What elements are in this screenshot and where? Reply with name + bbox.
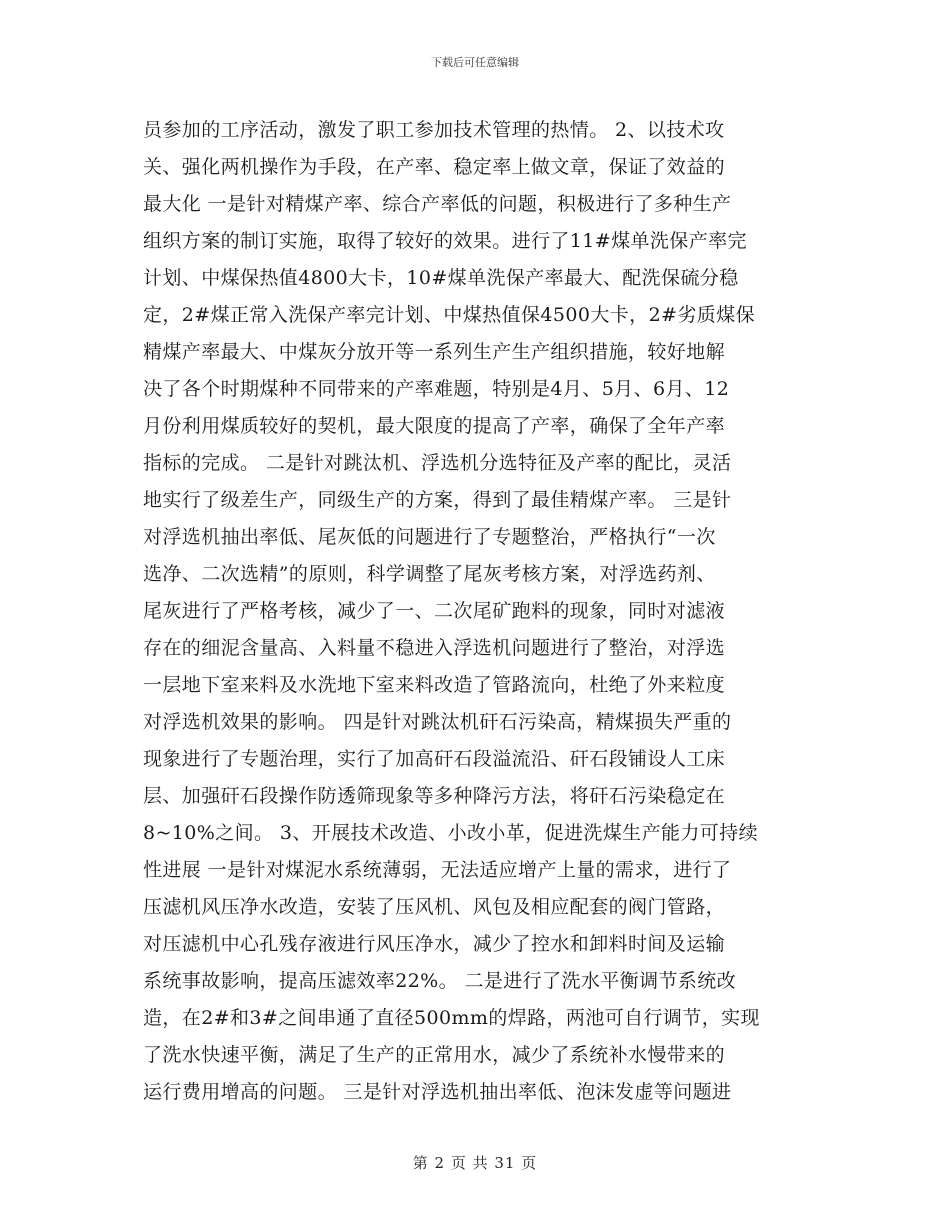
text-line: 定，2#煤正常入洗保产率完计划、中煤热值保4500大卡，2#劣质煤保 [143,304,755,326]
text-line: 精煤产率最大、中煤灰分放开等一系列生产生产组织措施，较好地解 [143,341,726,363]
text-line: 了洗水快速平衡，满足了生产的正常用水，减少了系统补水慢带来的 [143,1044,726,1066]
text-line: 组织方案的制订实施，取得了较好的效果。进行了11#煤单洗保产率完 [143,230,747,252]
text-line: 层、加强矸石段操作防透筛现象等多种降污方法，将矸石污染稳定在 [143,785,726,807]
text-line: 运行费用增高的问题。 三是针对浮选机抽出率低、泡沫发虚等问题进 [143,1081,732,1103]
text-line: 系统事故影响，提高压滤效率22%。 二是进行了洗水平衡调节系统改 [143,970,737,992]
page-number: 第 2 页 共 31 页 [412,1154,538,1172]
text-line: 最大化 一是针对精煤产率、综合产率低的问题，积极进行了多种生产 [143,193,732,215]
text-line: 计划、中煤保热值4800大卡，10#煤单洗保产率最大、配洗保硫分稳 [143,267,739,289]
text-line: 对浮选机效果的影响。 四是针对跳汰机矸石污染高，精煤损失严重的 [143,711,732,733]
text-line: 尾灰进行了严格考核，减少了一、二次尾矿跑料的现象，同时对滤液 [143,600,726,622]
text-line: 现象进行了专题治理，实行了加高矸石段溢流沿、矸石段铺设人工床 [143,748,726,770]
text-line: 员参加的工序活动，激发了职工参加技术管理的热情。 2、以技术攻 [143,119,725,141]
text-line: 压滤机风压净水改造，安装了压风机、风包及相应配套的阀门管路， [143,896,726,918]
document-body [143,112,808,1111]
text-line: 造，在2#和3#之间串通了直径500mm的焊路，两池可自行调节，实现 [143,1007,760,1029]
text-line: 关、强化两机操作为手段，在产率、稳定率上做文章，保证了效益的 [143,156,726,178]
text-line: 一层地下室来料及水洗地下室来料改造了管路流向，杜绝了外来粒度 [143,674,726,696]
text-line: 存在的细泥含量高、入料量不稳进入浮选机问题进行了整治，对浮选 [143,637,726,659]
text-line: 对浮选机抽出率低、尾灰低的问题进行了专题整治，严格执行“一次 [143,526,716,548]
text-line: 8~10%之间。 3、开展技术改造、小改小革，促进洗煤生产能力可持续 [143,822,758,844]
text-line: 性进展 一是针对煤泥水系统薄弱，无法适应增产上量的需求，进行了 [143,859,732,881]
text-line: 决了各个时期煤种不同带来的产率难题，特别是4月、5月、6月、12 [143,378,730,400]
text-line: 选净、二次选精”的原则，科学调整了尾灰考核方案，对浮选药剂、 [143,563,716,585]
text-line: 地实行了级差生产，同级生产的方案，得到了最佳精煤产率。 三是针 [143,489,732,511]
text-line: 对压滤机中心孔残存液进行风压净水，减少了控水和卸料时间及运输 [143,933,726,955]
text-line: 月份利用煤质较好的契机，最大限度的提高了产率，确保了全年产率 [143,415,726,437]
page-header: 下载后可任意编辑 [431,56,519,69]
text-line: 指标的完成。 二是针对跳汰机、浮选机分选特征及产率的配比，灵活 [143,452,732,474]
